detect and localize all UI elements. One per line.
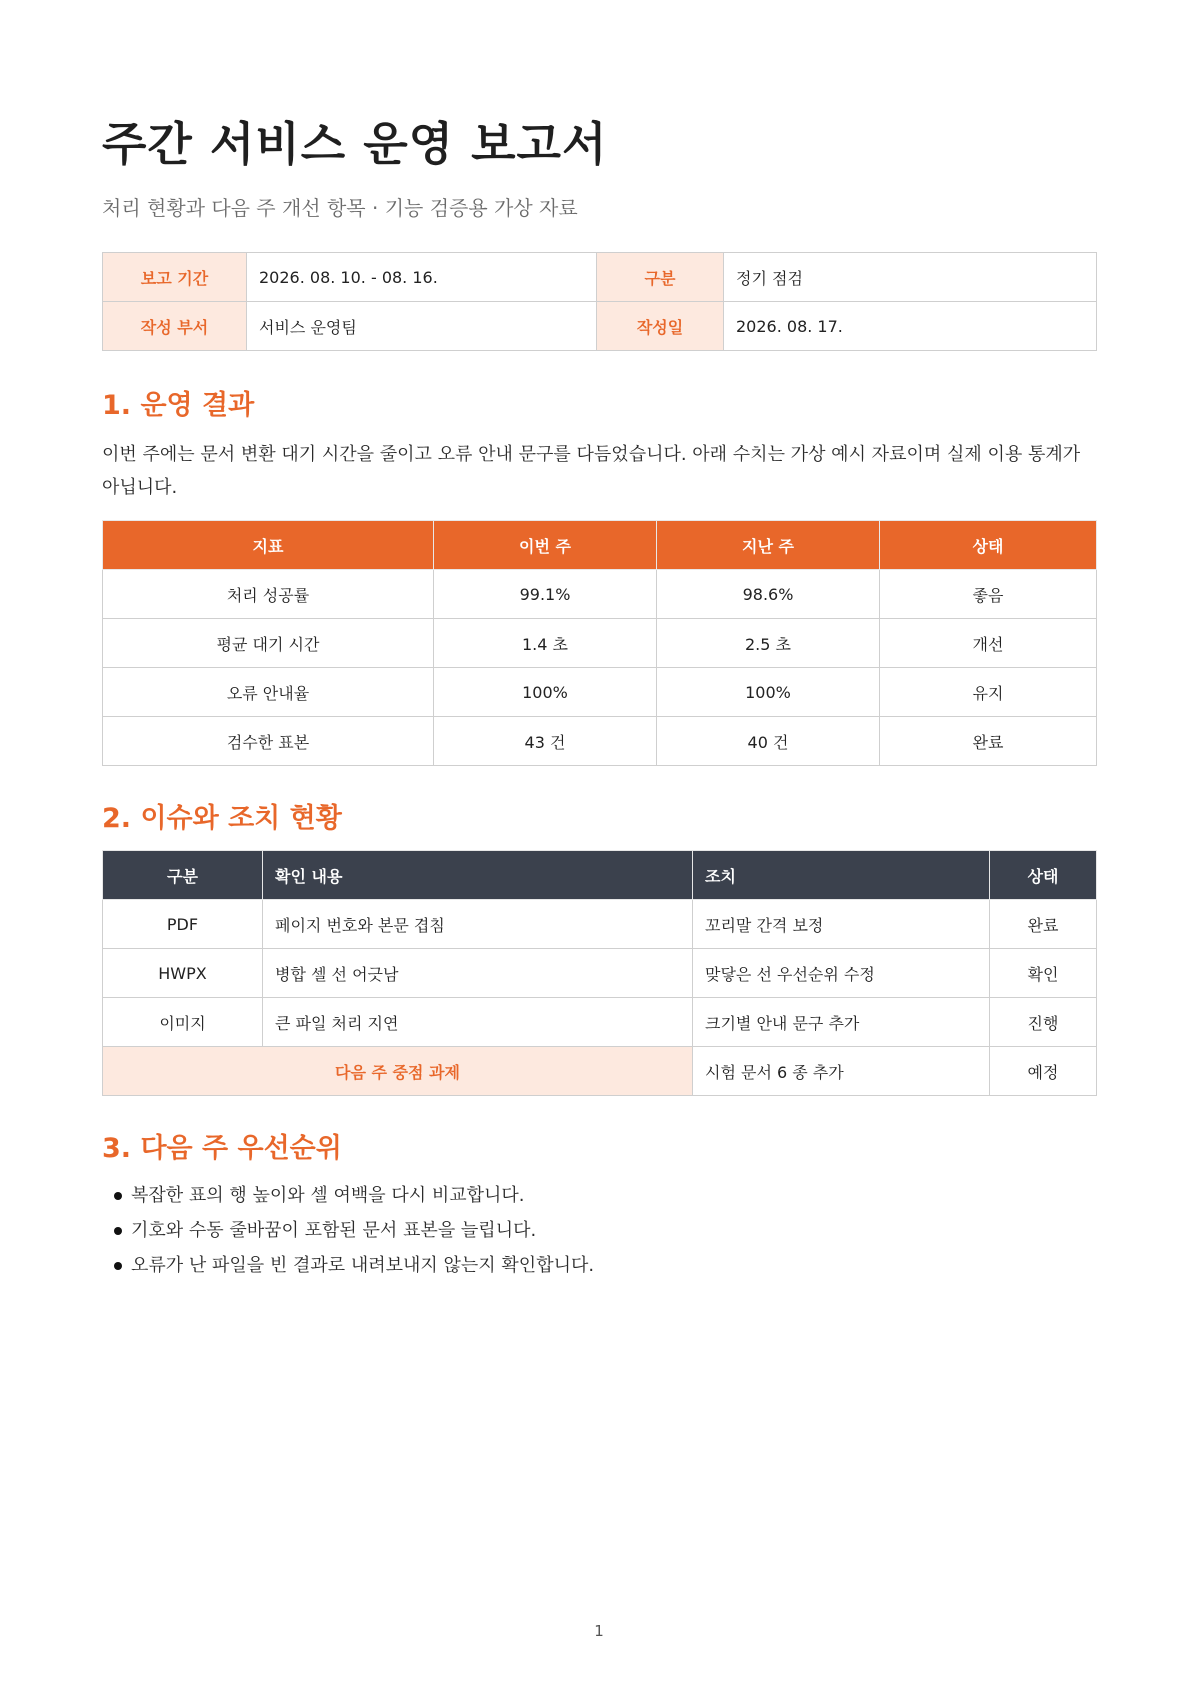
table-row [103, 668, 1097, 717]
dept-value: 서비스 운영팀 [247, 302, 597, 351]
report-info-table [102, 252, 1097, 351]
issue-category: PDF [103, 900, 263, 949]
list-item-text: 복잡한 표의 행 높이와 셀 여백을 다시 비교합니다. [131, 1185, 525, 1206]
column-header: 확인 내용 [263, 851, 693, 900]
list-item-text: 오류가 난 파일을 빈 결과로 내려보내지 않는지 확인합니다. [131, 1255, 595, 1276]
issue-category: 이미지 [103, 998, 263, 1047]
document-subtitle: 처리 현황과 다음 주 개선 항목 · 기능 검증용 가상 자료 [102, 196, 578, 220]
table-header-row [103, 851, 1097, 900]
column-header: 상태 [990, 851, 1097, 900]
table-row [103, 900, 1097, 949]
issues-table [102, 850, 1097, 1096]
column-header: 지표 [103, 521, 434, 570]
list-item [102, 1213, 594, 1248]
issue-finding: 큰 파일 처리 지연 [263, 998, 693, 1047]
table-row [103, 570, 1097, 619]
last-week-value: 2.5 초 [657, 619, 880, 668]
table-row [103, 998, 1097, 1047]
document-title: 주간 서비스 운영 보고서 [102, 117, 608, 171]
dept-label: 작성 부서 [103, 302, 247, 351]
next-week-focus-status: 예정 [990, 1047, 1097, 1096]
page-number: 1 [594, 1622, 604, 1640]
this-week-value: 100% [434, 668, 657, 717]
last-week-value: 98.6% [657, 570, 880, 619]
metric-name: 평균 대기 시간 [103, 619, 434, 668]
column-header: 지난 주 [657, 521, 880, 570]
table-row [103, 717, 1097, 766]
bullet-icon [114, 1192, 122, 1200]
period-label: 보고 기간 [103, 253, 247, 302]
bullet-icon [114, 1262, 122, 1270]
type-value: 정기 점검 [724, 253, 1097, 302]
issue-action: 꼬리말 간격 보정 [693, 900, 990, 949]
metric-name: 오류 안내율 [103, 668, 434, 717]
table-row [103, 619, 1097, 668]
next-week-focus-label: 다음 주 중점 과제 [103, 1047, 693, 1096]
metric-name: 처리 성공률 [103, 570, 434, 619]
period-value: 2026. 08. 10. - 08. 16. [247, 253, 597, 302]
column-header: 상태 [880, 521, 1097, 570]
table-header-row [103, 521, 1097, 570]
last-week-value: 40 건 [657, 717, 880, 766]
section-1-intro: 이번 주에는 문서 변환 대기 시간을 줄이고 오류 안내 문구를 다듬었습니다. 아래 수치는 가상 예시 자료이며 실제 이용 통계가 아닙니다. [102, 444, 1081, 498]
metric-name: 검수한 표본 [103, 717, 434, 766]
issue-status: 진행 [990, 998, 1097, 1047]
bullet-icon [114, 1227, 122, 1235]
section-1-heading: 1. 운영 결과 [102, 390, 255, 421]
issue-status: 완료 [990, 900, 1097, 949]
issue-action: 크기별 안내 문구 추가 [693, 998, 990, 1047]
status-value: 좋음 [880, 570, 1097, 619]
column-header: 구분 [103, 851, 263, 900]
status-value: 개선 [880, 619, 1097, 668]
date-value: 2026. 08. 17. [724, 302, 1097, 351]
issue-action: 맞닿은 선 우선순위 수정 [693, 949, 990, 998]
list-item [102, 1248, 594, 1283]
metrics-table [102, 520, 1097, 766]
info-row [103, 302, 1097, 351]
type-label: 구분 [597, 253, 724, 302]
issue-status: 확인 [990, 949, 1097, 998]
date-label: 작성일 [597, 302, 724, 351]
list-item [102, 1178, 594, 1213]
issue-category: HWPX [103, 949, 263, 998]
this-week-value: 43 건 [434, 717, 657, 766]
last-week-value: 100% [657, 668, 880, 717]
status-value: 완료 [880, 717, 1097, 766]
this-week-value: 1.4 초 [434, 619, 657, 668]
section-3-heading: 3. 다음 주 우선순위 [102, 1133, 342, 1164]
info-row [103, 253, 1097, 302]
list-item-text: 기호와 수동 줄바꿈이 포함된 문서 표본을 늘립니다. [131, 1220, 537, 1241]
this-week-value: 99.1% [434, 570, 657, 619]
column-header: 조치 [693, 851, 990, 900]
issue-finding: 병합 셀 선 어긋남 [263, 949, 693, 998]
table-row [103, 1047, 1097, 1096]
section-2-heading: 2. 이슈와 조치 현황 [102, 803, 342, 834]
status-value: 유지 [880, 668, 1097, 717]
issue-finding: 페이지 번호와 본문 겹침 [263, 900, 693, 949]
column-header: 이번 주 [434, 521, 657, 570]
next-week-focus-action: 시험 문서 6 종 추가 [693, 1047, 990, 1096]
table-row [103, 949, 1097, 998]
priority-list [102, 1178, 594, 1283]
